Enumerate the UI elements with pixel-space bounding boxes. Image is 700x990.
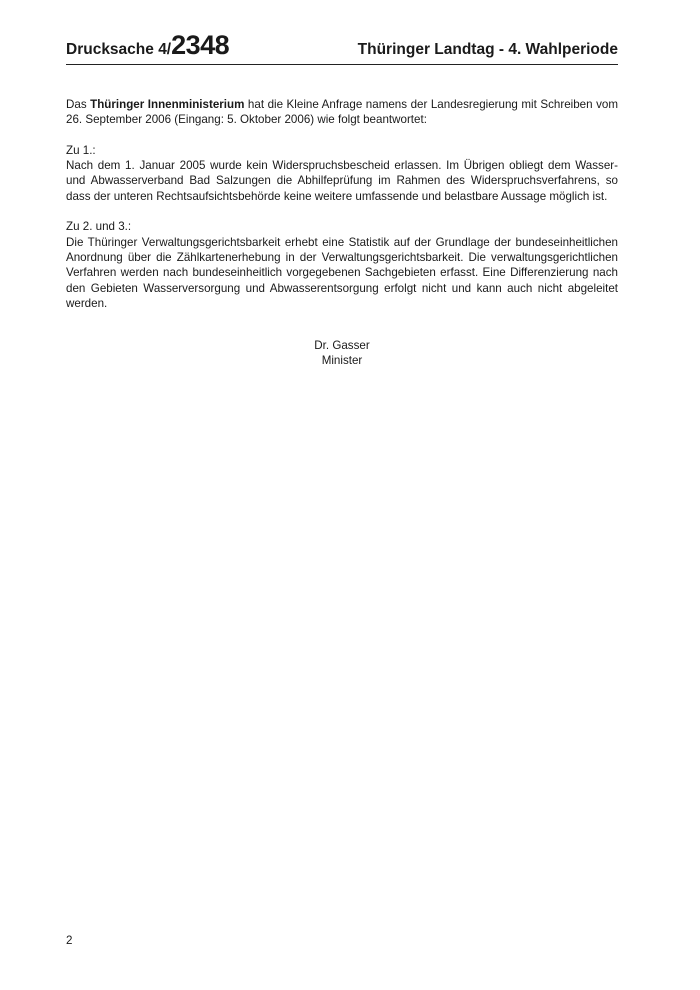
answer-2-text: Die Thüringer Verwaltungsgerichtsbarkeit erhebt eine Statistik auf der Grundlage der bundeseinheitlichen Anordnung über die Zählkartenerhebung in der Verwaltungsgerichtsbarkeit. Die verwaltungsgerichtlichen Verfahren werden nach bundeseinheitlich vorgegebenen Sachgebieten erfasst. Eine Differenzierung nach den Gebieten Wasserversorgung und Abwasserentsorgung erfolgt nicht und kann auch nicht abgeleitet werden. (66, 235, 618, 310)
answer-1-heading: Zu 1.: (66, 143, 96, 157)
answer-1 (66, 143, 618, 204)
signatory-title: Minister (321, 354, 363, 368)
signature-block (0, 338, 684, 369)
parliament-title: Thüringer Landtag - 4. Wahlperiode (357, 41, 618, 58)
answer-1-text: Nach dem 1. Januar 2005 wurde kein Widerspruchsbescheid erlassen. Im Übrigen obliegt dem Wasser- und Abwasserverband Bad Salzungen die Abhilfeprüfung im Rahmen des Widerspruchsverfahrens, so dass der unteren Rechtsaufsichtsbehörde keine weitere umfassende und belastbare Aussage möglich ist. (66, 159, 618, 203)
intro-text-after: hat die Kleine Anfrage namens der Landesregierung mit Schreiben vom 26. September 2006 (Eingang: 5. Oktober 2006) wie folgt beantwortet: (66, 98, 618, 127)
answer-2-heading: Zu 2. und 3.: (66, 220, 132, 234)
page-number: 2 (66, 934, 73, 947)
intro-text-before: Das (66, 98, 91, 111)
document-id (66, 30, 229, 61)
document-id-prefix: Drucksache 4/ (66, 41, 172, 58)
signatory-name: Dr. Gasser (314, 339, 370, 352)
intro-paragraph (66, 97, 618, 128)
page-header (66, 30, 618, 65)
document-number: 2348 (171, 30, 230, 60)
answer-2 (66, 219, 618, 311)
ministry-name: Thüringer Innenministerium (90, 98, 245, 111)
document-body (66, 97, 618, 326)
